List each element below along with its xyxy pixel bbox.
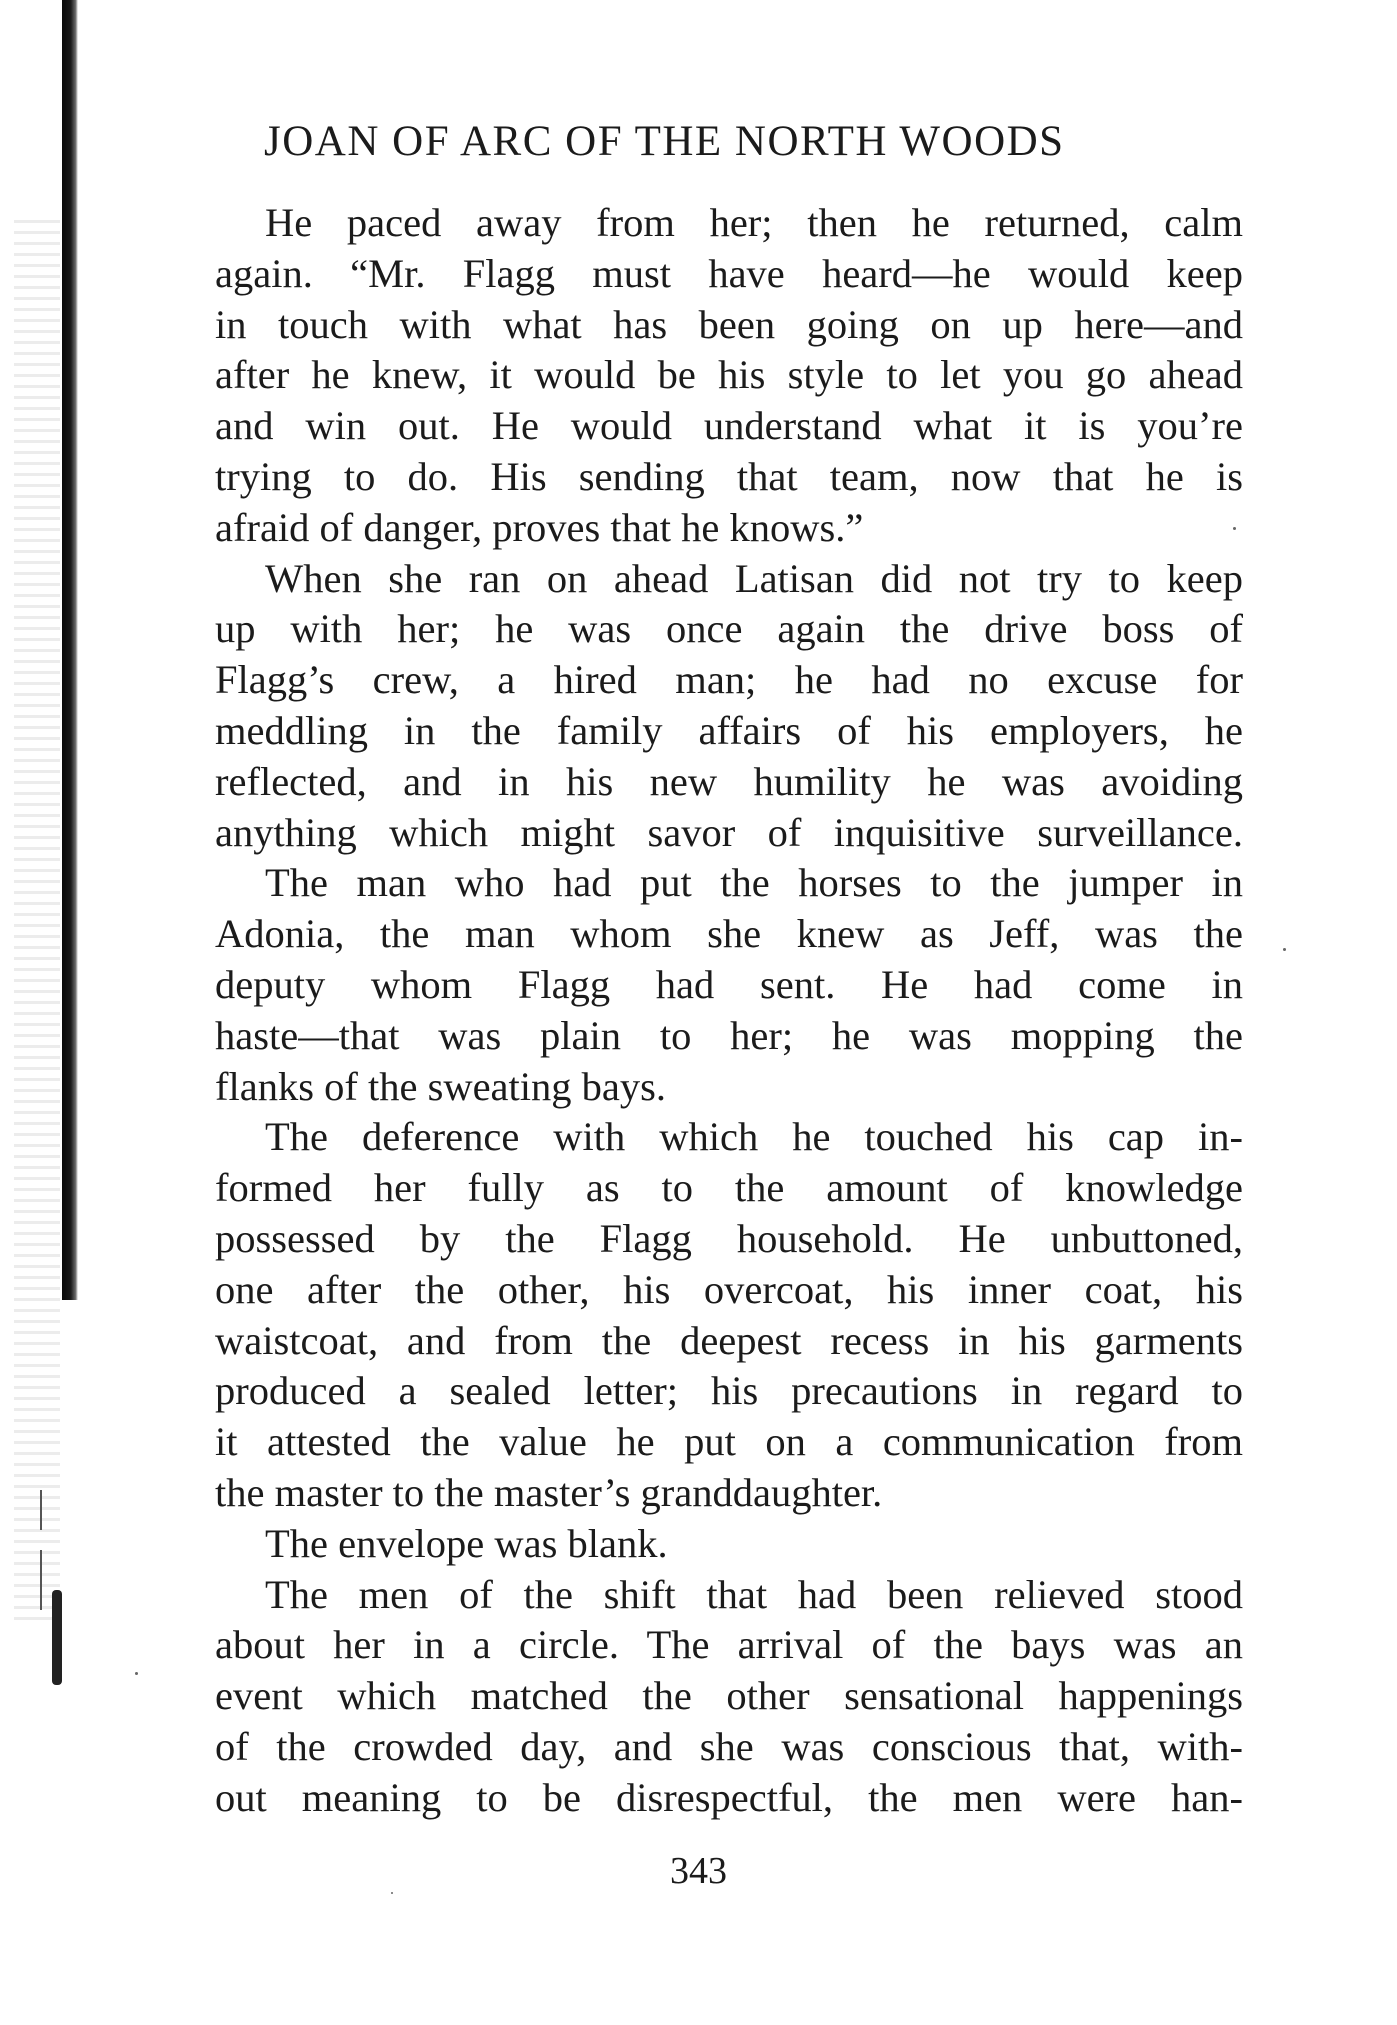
text-line: deputy whom Flagg had sent. He had come in: [215, 961, 1243, 1007]
binding-ink-mark: [52, 1590, 62, 1685]
text-line: reflected, and in his new humility he was avoiding: [215, 758, 1243, 804]
text-line: anything which might savor of inquisitive surveillance.: [215, 809, 1243, 855]
paper-speck: [1283, 948, 1286, 951]
text-line: afraid of danger, proves that he knows.”: [215, 504, 864, 550]
text-line: about her in a circle. The arrival of the bays was an: [215, 1622, 1243, 1668]
text-line: after he knew, it would be his style to let you go ahead: [215, 352, 1243, 398]
running-head: JOAN OF ARC OF THE NORTH WOODS: [264, 118, 1065, 165]
text-line: it attested the value he put on a communication from: [215, 1419, 1243, 1465]
text-line: The men of the shift that had been relieved stood: [265, 1571, 1243, 1617]
text-line: trying to do. His sending that team, now that he is: [215, 453, 1243, 499]
text-line: He paced away from her; then he returned, calm: [265, 200, 1243, 245]
text-line: formed her fully as to the amount of knowledge: [215, 1165, 1243, 1211]
text-line: possessed by the Flagg household. He unbuttoned,: [215, 1215, 1243, 1261]
text-line: the master to the master’s granddaughter.: [215, 1469, 883, 1515]
text-line: flanks of the sweating bays.: [215, 1063, 667, 1109]
paper-speck: [1233, 527, 1236, 530]
text-line: again. “Mr. Flagg must have heard—he would keep: [215, 250, 1243, 296]
text-line: waistcoat, and from the deepest recess in his garments: [215, 1317, 1243, 1363]
text-line: When she ran on ahead Latisan did not try to keep: [265, 555, 1243, 601]
text-line: and win out. He would understand what it is you’re: [215, 403, 1243, 449]
text-line: haste—that was plain to her; he was mopping the: [215, 1012, 1243, 1058]
binding-edge: [62, 0, 78, 1300]
text-line: The deference with which he touched his cap in-: [265, 1114, 1243, 1160]
paper-speck: [135, 1672, 138, 1675]
text-line: The man who had put the horses to the jumper in: [265, 860, 1243, 906]
text-line: The envelope was blank.: [265, 1520, 668, 1566]
binding-tick: [40, 1550, 42, 1610]
text-line: event which matched the other sensational happenings: [215, 1673, 1243, 1719]
text-line: in touch with what has been going on up here—and: [215, 301, 1243, 347]
text-line: Adonia, the man whom she knew as Jeff, was the: [215, 911, 1243, 957]
text-line: one after the other, his overcoat, his inner coat, his: [215, 1266, 1243, 1312]
text-line: up with her; he was once again the drive boss of: [215, 606, 1243, 652]
binding-shadow: [14, 220, 60, 1620]
paper-speck: [391, 1892, 393, 1894]
text-line: Flagg’s crew, a hired man; he had no excuse for: [215, 657, 1243, 703]
page-number: 343: [670, 1850, 727, 1892]
text-line: of the crowded day, and she was conscious that, with-: [215, 1723, 1243, 1769]
text-line: produced a sealed letter; his precautions in regard to: [215, 1368, 1243, 1414]
binding-tick: [40, 1490, 42, 1530]
body-text: [215, 198, 1243, 1824]
text-line: out meaning to be disrespectful, the men were han-: [215, 1774, 1243, 1820]
text-line: meddling in the family affairs of his employers, he: [215, 707, 1243, 753]
